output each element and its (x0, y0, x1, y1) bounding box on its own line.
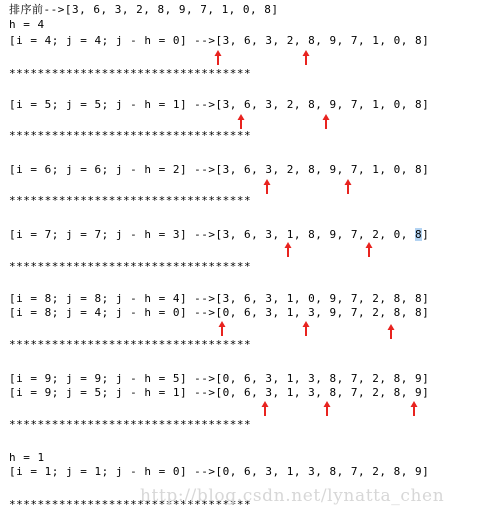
separator-line: ********************************** (9, 338, 252, 351)
step-line-i8-a: [i = 8; j = 8; j - h = 4] -->[3, 6, 3, 1, 0, 9, 7, 2, 8, 8] (9, 292, 430, 305)
red-arrow-icon (261, 401, 269, 416)
separator-line: ********************************** (9, 498, 252, 511)
separator-line: ********************************** (9, 194, 252, 207)
separator-line: ********************************** (9, 260, 252, 273)
red-arrow-icon (302, 321, 310, 336)
red-arrow-icon (284, 242, 292, 257)
gap-h-1-line: h = 1 (9, 451, 45, 464)
step-line-i7-end: ] (422, 228, 430, 241)
red-arrow-icon (387, 324, 395, 339)
red-arrow-icon (323, 401, 331, 416)
red-arrow-icon (237, 114, 245, 129)
step-line-i7-text: [i = 7; j = 7; j - h = 3] -->[3, 6, 3, 1, 8, 9, 7, 2, 0, (9, 228, 415, 241)
step-line-i1: [i = 1; j = 1; j - h = 0] -->[0, 6, 3, 1, 3, 8, 7, 2, 8, 9] (9, 465, 430, 478)
step-line-i7 (9, 229, 429, 241)
step-line-i8-b: [i = 8; j = 4; j - h = 0] -->[0, 6, 3, 1, 3, 9, 7, 2, 8, 8] (9, 306, 430, 319)
selected-text[interactable]: 8 (415, 228, 423, 241)
step-line-i9-b: [i = 9; j = 5; j - h = 1] -->[0, 6, 3, 1, 3, 8, 7, 2, 8, 9] (9, 386, 430, 399)
red-arrow-icon (214, 50, 222, 65)
red-arrow-icon (322, 114, 330, 129)
watermark-text: http://blog.csdn.net/lynatta_chen (140, 486, 445, 506)
gap-h-4-line: h = 4 (9, 18, 45, 31)
separator-line: ********************************** (9, 418, 252, 431)
separator-line: ********************************** (9, 129, 252, 142)
before-sort-line: 排序前-->[3, 6, 3, 2, 8, 9, 7, 1, 0, 8] (9, 3, 279, 16)
red-arrow-icon (365, 242, 373, 257)
red-arrow-icon (410, 401, 418, 416)
step-line-i6: [i = 6; j = 6; j - h = 2] -->[3, 6, 3, 2, 8, 9, 7, 1, 0, 8] (9, 163, 430, 176)
red-arrow-icon (344, 179, 352, 194)
separator-line: ********************************** (9, 67, 252, 80)
step-line-i9-a: [i = 9; j = 9; j - h = 5] -->[0, 6, 3, 1, 3, 8, 7, 2, 8, 9] (9, 372, 430, 385)
step-line-i4: [i = 4; j = 4; j - h = 0] -->[3, 6, 3, 2, 8, 9, 7, 1, 0, 8] (9, 34, 430, 47)
red-arrow-icon (218, 321, 226, 336)
red-arrow-icon (302, 50, 310, 65)
red-arrow-icon (263, 179, 271, 194)
step-line-i5: [i = 5; j = 5; j - h = 1] -->[3, 6, 3, 2, 8, 9, 7, 1, 0, 8] (9, 98, 430, 111)
